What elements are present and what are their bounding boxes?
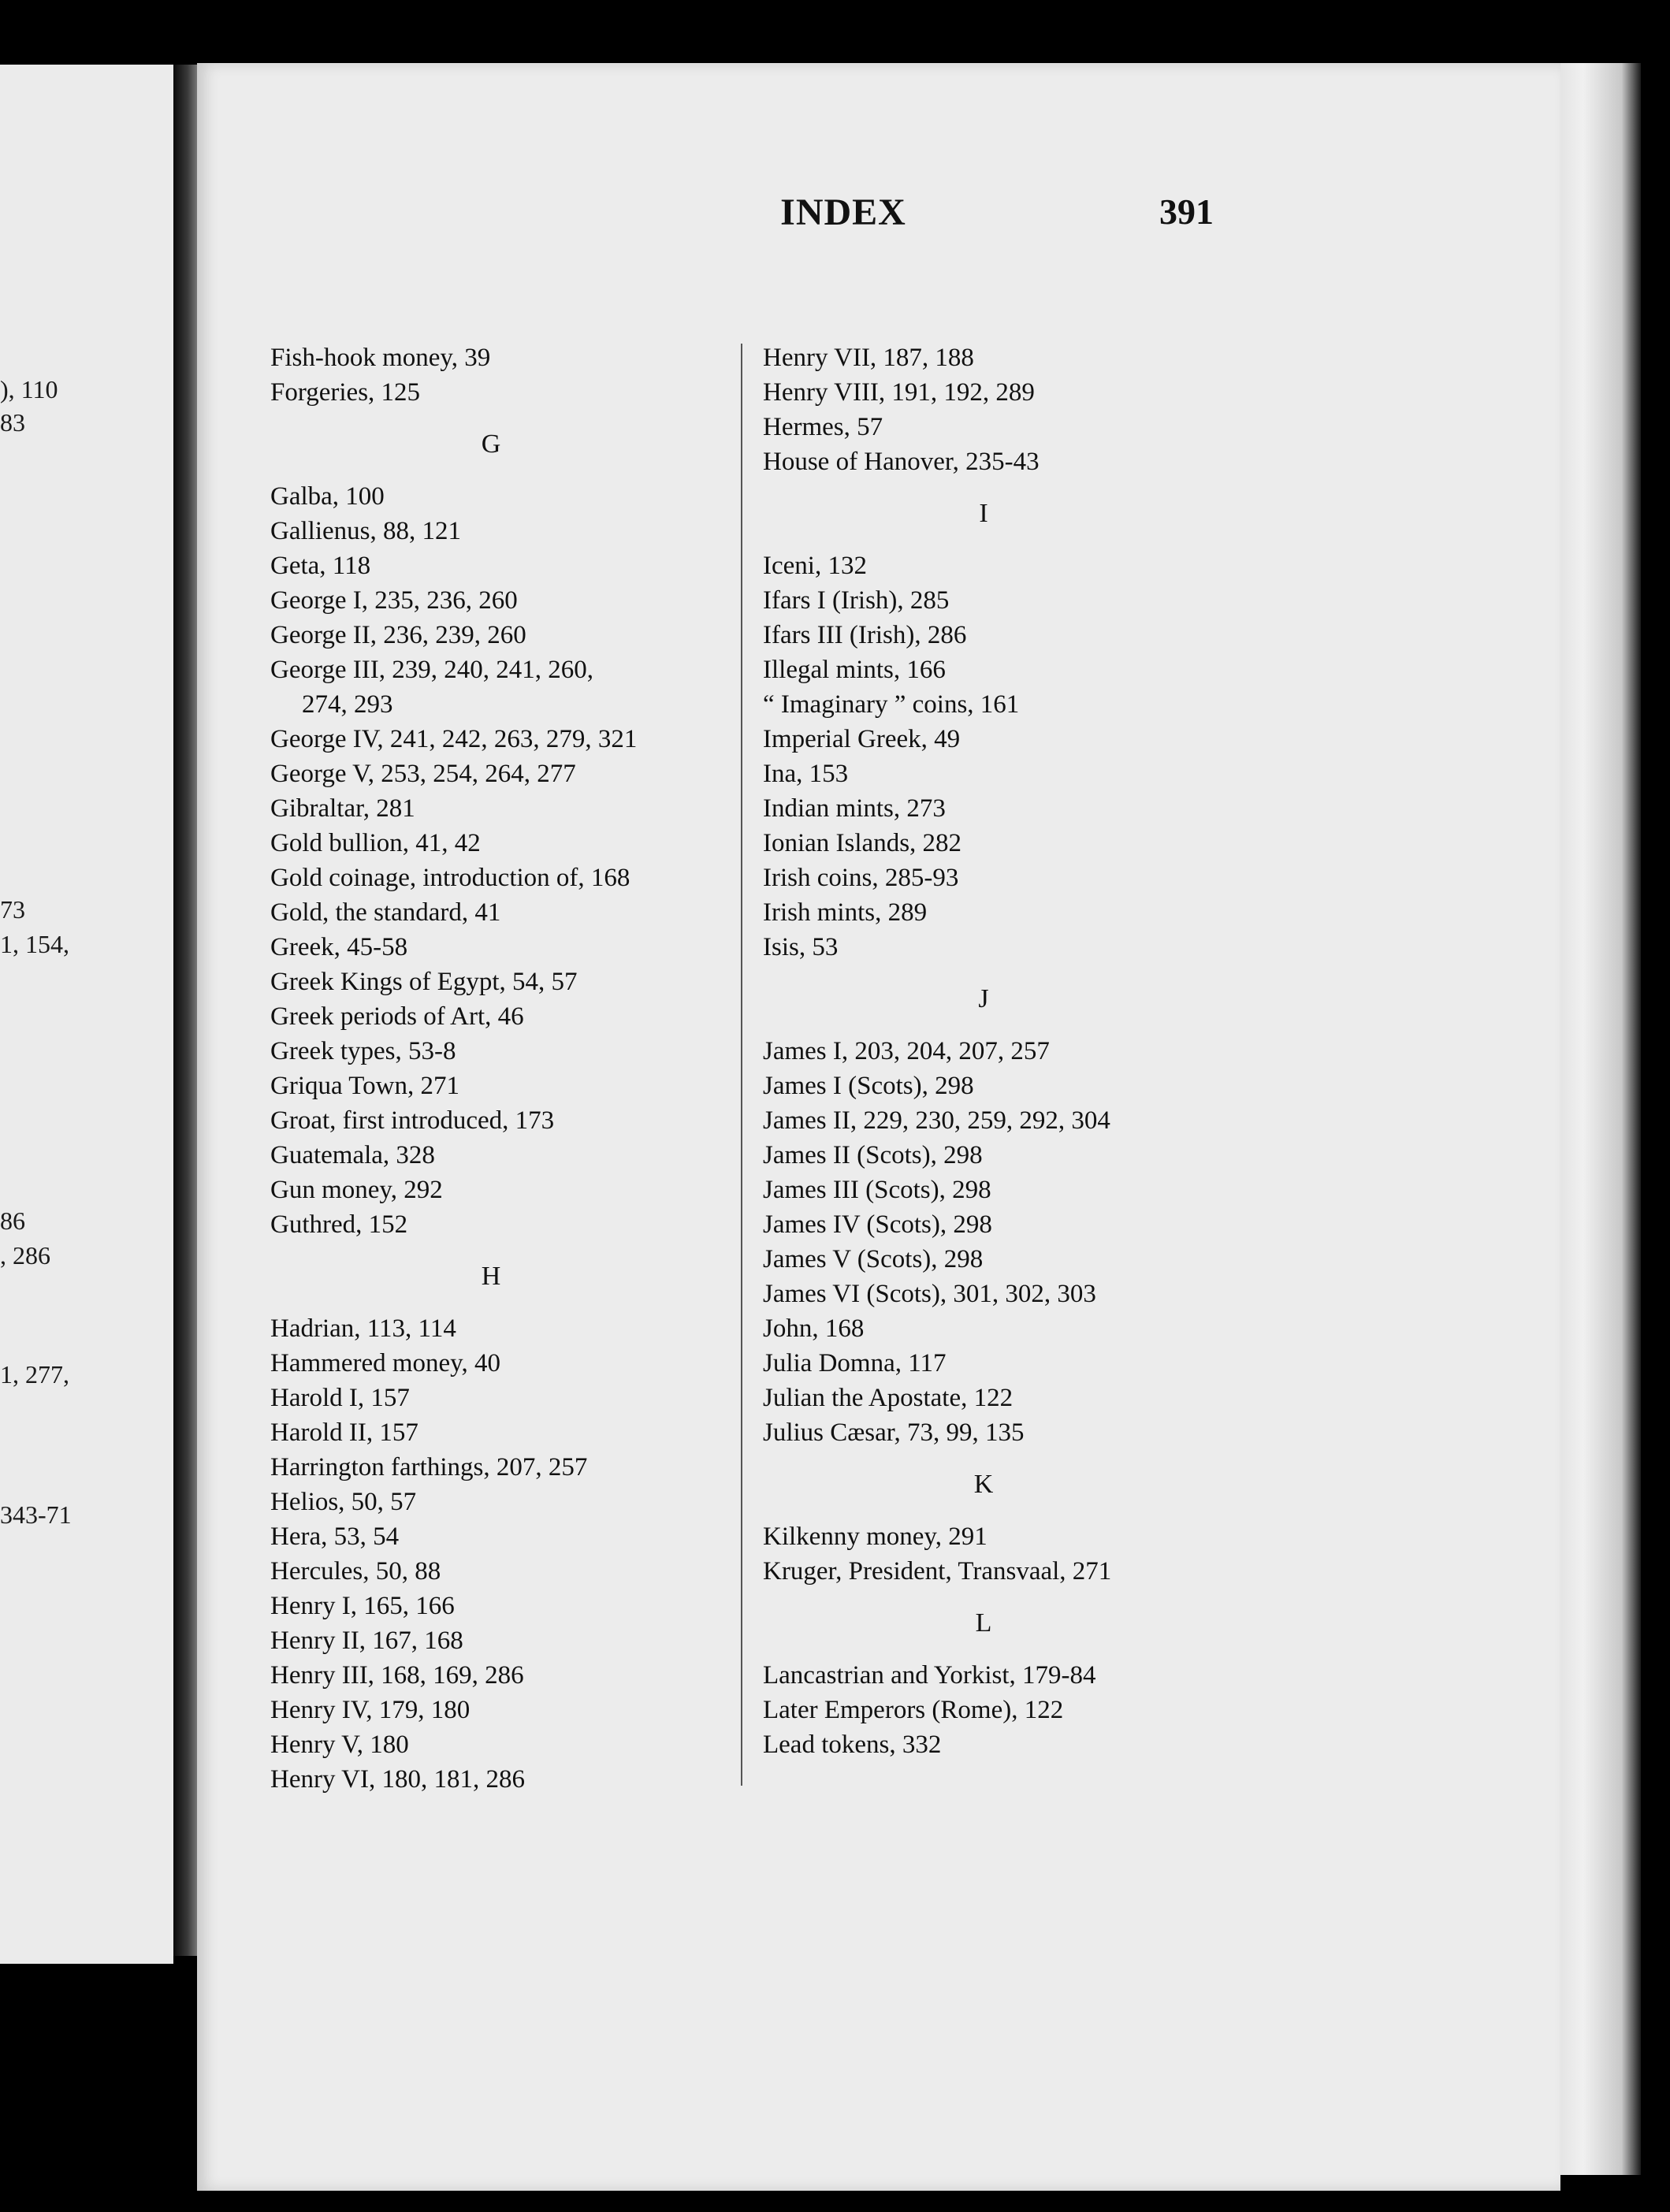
page-header xyxy=(473,191,1214,246)
index-entry: Hermes, 57 xyxy=(763,413,883,441)
index-entry: Greek Kings of Egypt, 54, 57 xyxy=(270,968,578,996)
index-entry: Lead tokens, 332 xyxy=(763,1731,942,1759)
index-entry: Illegal mints, 166 xyxy=(763,656,946,684)
index-column-right xyxy=(763,340,1220,1762)
section-letter: L xyxy=(975,1608,992,1638)
index-entry: James I, 203, 204, 207, 257 xyxy=(763,1037,1050,1065)
index-entry: Hadrian, 113, 114 xyxy=(270,1314,456,1343)
index-entry: James II, 229, 230, 259, 292, 304 xyxy=(763,1106,1110,1135)
index-entry: Geta, 118 xyxy=(270,552,371,580)
index-entry: James I (Scots), 298 xyxy=(763,1072,974,1100)
index-entry: Henry I, 165, 166 xyxy=(270,1592,455,1620)
index-entry: Ifars III (Irish), 286 xyxy=(763,621,967,649)
index-entry: George V, 253, 254, 264, 277 xyxy=(270,760,576,788)
index-entry: Greek types, 53-8 xyxy=(270,1037,456,1065)
index-entry: Harrington farthings, 207, 257 xyxy=(270,1453,588,1481)
index-entry: Forgeries, 125 xyxy=(270,378,421,407)
index-entry: Helios, 50, 57 xyxy=(270,1488,417,1516)
facing-page-edge xyxy=(0,65,173,1964)
column-divider xyxy=(741,344,742,1786)
section-letter: J xyxy=(978,984,989,1013)
index-entry-continuation: 274, 293 xyxy=(302,690,393,719)
index-entry: Ina, 153 xyxy=(763,760,849,788)
index-entry: Henry IV, 179, 180 xyxy=(270,1696,471,1724)
index-entry: Indian mints, 273 xyxy=(763,794,946,823)
index-entry: Hammered money, 40 xyxy=(270,1349,501,1377)
index-entry: James V (Scots), 298 xyxy=(763,1245,984,1273)
section-letter: H xyxy=(481,1262,501,1291)
index-entry: Iceni, 132 xyxy=(763,552,867,580)
page-number: 391 xyxy=(1159,191,1214,232)
index-entry: Kilkenny money, 291 xyxy=(763,1522,987,1551)
index-entry: Greek periods of Art, 46 xyxy=(270,1002,524,1031)
index-entry: Hercules, 50, 88 xyxy=(270,1557,441,1586)
index-column-left xyxy=(270,340,712,1797)
index-entry: Henry VII, 187, 188 xyxy=(763,344,974,372)
index-entry: Hera, 53, 54 xyxy=(270,1522,400,1551)
facing-page-fragment: 73 xyxy=(0,895,25,924)
index-entry: Lancastrian and Yorkist, 179-84 xyxy=(763,1661,1096,1690)
index-entry: Gold bullion, 41, 42 xyxy=(270,829,481,857)
index-entry: Henry II, 167, 168 xyxy=(270,1626,463,1655)
index-entry: Kruger, President, Transvaal, 271 xyxy=(763,1557,1112,1586)
section-letter: K xyxy=(973,1470,994,1499)
page-title: INDEX xyxy=(780,191,906,233)
index-entry: James III (Scots), 298 xyxy=(763,1176,991,1204)
facing-page-fragment: 1, 154, xyxy=(0,930,69,958)
facing-page-fragment: , 286 xyxy=(0,1241,50,1270)
facing-page-fragment: 1, 277, xyxy=(0,1360,69,1389)
index-entry: Galba, 100 xyxy=(270,482,385,511)
index-entry: Harold I, 157 xyxy=(270,1384,410,1412)
index-entry: Gold, the standard, 41 xyxy=(270,898,501,927)
facing-page-fragment: 86 xyxy=(0,1206,25,1235)
facing-page-fragment: 343-71 xyxy=(0,1500,72,1529)
index-entry: Gibraltar, 281 xyxy=(270,794,415,823)
index-entry: Julia Domna, 117 xyxy=(763,1349,947,1377)
index-entry: Isis, 53 xyxy=(763,933,839,961)
index-entry: Guthred, 152 xyxy=(270,1210,408,1239)
index-entry: Gold coinage, introduction of, 168 xyxy=(270,864,630,892)
index-entry: George III, 239, 240, 241, 260, xyxy=(270,656,593,684)
index-entry: House of Hanover, 235-43 xyxy=(763,448,1040,476)
index-entry: Henry VI, 180, 181, 286 xyxy=(270,1765,525,1794)
index-entry: Harold II, 157 xyxy=(270,1418,418,1447)
index-entry: George I, 235, 236, 260 xyxy=(270,586,518,615)
facing-page-fragment: ), 110 xyxy=(0,375,58,403)
index-entry: Julian the Apostate, 122 xyxy=(763,1384,1014,1412)
index-entry: Griqua Town, 271 xyxy=(270,1072,459,1100)
index-entry: Gallienus, 88, 121 xyxy=(270,517,461,545)
section-letter: G xyxy=(481,429,501,459)
facing-page-fragment: 83 xyxy=(0,408,25,437)
index-entry: Ifars I (Irish), 285 xyxy=(763,586,950,615)
index-entry: James II (Scots), 298 xyxy=(763,1141,983,1169)
index-entry: Ionian Islands, 282 xyxy=(763,829,962,857)
section-letter: I xyxy=(979,499,988,528)
index-entry: John, 168 xyxy=(763,1314,865,1343)
index-entry: Fish-hook money, 39 xyxy=(270,344,491,372)
index-entry: Julius Cæsar, 73, 99, 135 xyxy=(763,1418,1025,1447)
index-entry: Guatemala, 328 xyxy=(270,1141,435,1169)
index-entry: Later Emperors (Rome), 122 xyxy=(763,1696,1064,1724)
index-entry: George IV, 241, 242, 263, 279, 321 xyxy=(270,725,638,753)
book-gutter xyxy=(173,65,197,1956)
index-entry: James IV (Scots), 298 xyxy=(763,1210,992,1239)
index-entry: Gun money, 292 xyxy=(270,1176,443,1204)
index-entry: Irish mints, 289 xyxy=(763,898,928,927)
index-entry: Henry VIII, 191, 192, 289 xyxy=(763,378,1035,407)
index-entry: Irish coins, 285-93 xyxy=(763,864,959,892)
index-entry: “ Imaginary ” coins, 161 xyxy=(763,690,1020,719)
index-entry: James VI (Scots), 301, 302, 303 xyxy=(763,1280,1096,1308)
index-entry: Groat, first introduced, 173 xyxy=(270,1106,555,1135)
index-entry: Imperial Greek, 49 xyxy=(763,725,961,753)
index-entry: Henry III, 168, 169, 286 xyxy=(270,1661,524,1690)
index-entry: George II, 236, 239, 260 xyxy=(270,621,526,649)
index-entry: Henry V, 180 xyxy=(270,1731,409,1759)
index-entry: Greek, 45-58 xyxy=(270,933,408,961)
